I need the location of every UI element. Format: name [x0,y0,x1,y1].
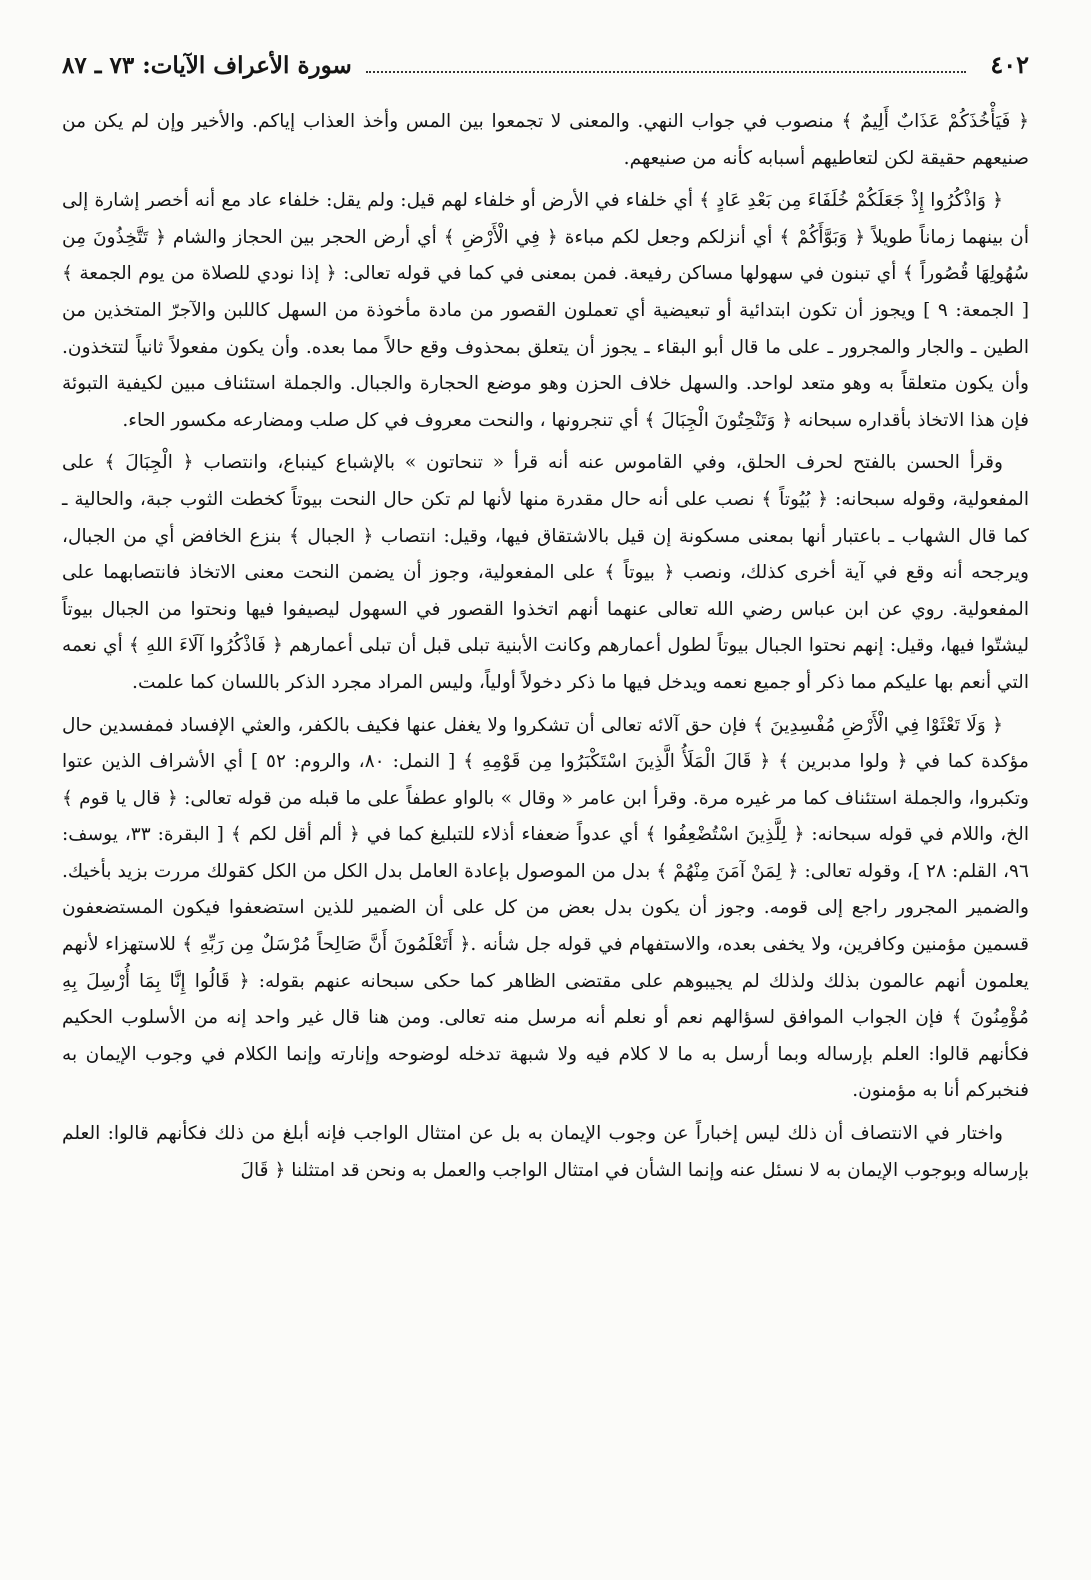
running-header [62,50,1029,104]
paragraph: واختار في الانتصاف أن ذلك ليس إخباراً عن وجوب الإيمان به بل عن امتثال الواجب فإنه أبلغ من ذلك فكأنهم قالوا: العلم بإرساله وبوجوب الإيمان به لا نسئل عنه وإنما الشأن في امتثال الواجب والعمل به ونحن قد امتثلنا ﴿ قَالَ [62,1123,1029,1181]
paragraph: ﴿ فَيَأْخُذَكُمْ عَذَابٌ أَلِيمٌ ﴾ منصوب في جواب النهي. والمعنى لا تجمعوا بين المس وأخذ العذاب إياكم. والأخير وإن لم يكن من صنيعهم حقيقة لكن لتعاطيهم أسبابه كأنه من صنيعهم. [62,111,1029,169]
header-dotted-leader [366,70,967,73]
page-body [62,104,1029,1189]
page-number: ٤٠٢ [990,50,1029,79]
paragraph: ﴿ وَلَا تَعْثَوْا فِي الْأَرْضِ مُفْسِدِينَ ﴾ فإن حق آلائه تعالى أن تشكروا ولا يغفل عنها فكيف بالكفر، والعثي الإفساد فمفسدين حال مؤكدة كما في ﴿ ولوا مدبرين ﴾ ﴿ قَالَ الْمَلَأُ الَّذِينَ اسْتَكْبَرُوا مِن قَوْمِهِ ﴾ [ النمل: ٨٠، والروم: ٥٢ ] أي الأشراف الذين عتوا وتكبروا، والجملة استئناف كما مر غيره مرة. وقرأ ابن عامر « وقال » بالواو عطفاً على ما قبله من قوله تعالى: ﴿ قال يا قوم ﴾ الخ، واللام في قوله سبحانه: ﴿ لِلَّذِينَ اسْتُضْعِفُوا ﴾ أي عدواً ضعفاء أذلاء للتبليغ كما في ﴿ ألم أقل لكم ﴾ [ البقرة: ٣٣، يوسف: ٩٦، القلم: ٢٨ ]، وقوله تعالى: ﴿ لِمَنْ آمَنَ مِنْهُمْ ﴾ بدل من الموصول بإعادة العامل بدل الكل من الكل كقولك مررت بزيد بأخيك. والضمير المجرور راجع إلى قومه. وجوز أن يكون بدل بعض من كل على أن الضمير للذين استضعفوا فيكون المستضعفون قسمين مؤمنين وكافرين، ولا يخفى بعده، والاستفهام في قوله جل شأنه .﴿ أَتَعْلَمُونَ أَنَّ صَالِحاً مُرْسَلٌ مِن رَبِّهِ ﴾ للاستهزاء لأنهم يعلمون أنهم عالمون بذلك ولذلك لم يجيبوهم على مقتضى الظاهر كما حكى سبحانه عنهم بقوله: ﴿ قَالُوا إِنَّا بِمَا أُرْسِلَ بِهِ مُؤْمِنُونَ ﴾ فإن الجواب الموافق لسؤالهم نعم أو نعلم أنه مرسل منه تعالى. ومن هنا قال غير واحد إنه من الأسلوب الحكيم فكأنهم قالوا: العلم بإرساله وبما أرسل به ما لا كلام فيه ولا شبهة تدخله لوضوحه وإنارته وإنما الكلام في وجوب الإيمان به فنخبركم أنا به مؤمنون. [62,714,1029,1102]
paragraph: ﴿ وَاذْكُرُوا إِذْ جَعَلَكُمْ خُلَفَاءَ مِن بَعْدِ عَادٍ ﴾ أي خلفاء في الأرض أو خلفاء لهم قيل: ولم يقل: خلفاء عاد مع أنه أخصر إشارة إلى أن بينهما زماناً طويلاً ﴿ وَبَوَّأَكُمْ ﴾ أي أنزلكم وجعل لكم مباءة ﴿ فِي الْأَرْضِ ﴾ أي أرض الحجر بين الحجاز والشام ﴿ تَتَّخِذُونَ مِن سُهُولِهَا قُصُوراً ﴾ أي تبنون في سهولها مساكن رفيعة. فمن بمعنى في كما في قوله تعالى: ﴿ إذا نودي للصلاة من يوم الجمعة ﴾ [ الجمعة: ٩ ] ويجوز أن تكون ابتدائية أو تبعيضية أي تعملون القصور من مادة مأخوذة من السهل كاللبن والآجرّ المتخذين من الطين ـ والجار والمجرور ـ على ما قال أبو البقاء ـ يجوز أن يتعلق بمحذوف وقع حالاً مما بعده. وأن يكون مفعولاً ثانياً لتتخذون. وأن يكون متعلقاً به وهو متعد لواحد. والسهل خلاف الحزن وهو موضع الحجارة والجبال. والجملة استئناف مبين لكيفية التبوئة فإن هذا الاتخاذ بأقداره سبحانه ﴿ وَتَنْحِتُونَ الْجِبَالَ ﴾ أي تنجرونها ، والنحت معروف في كل صلب ومضارعه مكسور الحاء. [62,190,1029,431]
running-title: سورة الأعراف الآيات: ٧٣ ـ ٨٧ [62,52,352,79]
paragraph: وقرأ الحسن بالفتح لحرف الحلق، وفي القاموس عنه أنه قرأ « تنحاتون » بالإشباع كينباع، وانتصاب ﴿ الْجِبَالَ ﴾ على المفعولية، وقوله سبحانه: ﴿ بُيُوتاً ﴾ نصب على أنه حال مقدرة منها لأنها لم تكن حال النحت بيوتاً كخطت الثوب جبة، والحالية ـ كما قال الشهاب ـ باعتبار أنها بمعنى مسكونة إن قيل بالاشتقاق فيها، وقيل: انتصاب ﴿ الجبال ﴾ بنزع الخافض أي من الجبال، ويرجحه أنه وقع في آية أخرى كذلك، ونصب ﴿ بيوتاً ﴾ على المفعولية، وجوز أن يضمن النحت معنى الاتخاذ فانتصابهما على المفعولية. روي عن ابن عباس رضي الله تعالى عنهما أنهم اتخذوا القصور في السهول ليصيفوا فيها ونحتوا من الجبال بيوتاً ليشتّوا فيها، وقيل: إنهم نحتوا الجبال بيوتاً لطول أعمارهم وكانت الأبنية تبلى قبل أن تبلى أعمارهم ﴿ فَاذْكُرُوا آلَاءَ اللهِ ﴾ أي نعمه التي أنعم بها عليكم مما ذكر أو جميع نعمه ويدخل فيها ما ذكر دخولاً أولياً، وليس المراد مجرد الذكر باللسان كما علمت. [62,452,1029,693]
